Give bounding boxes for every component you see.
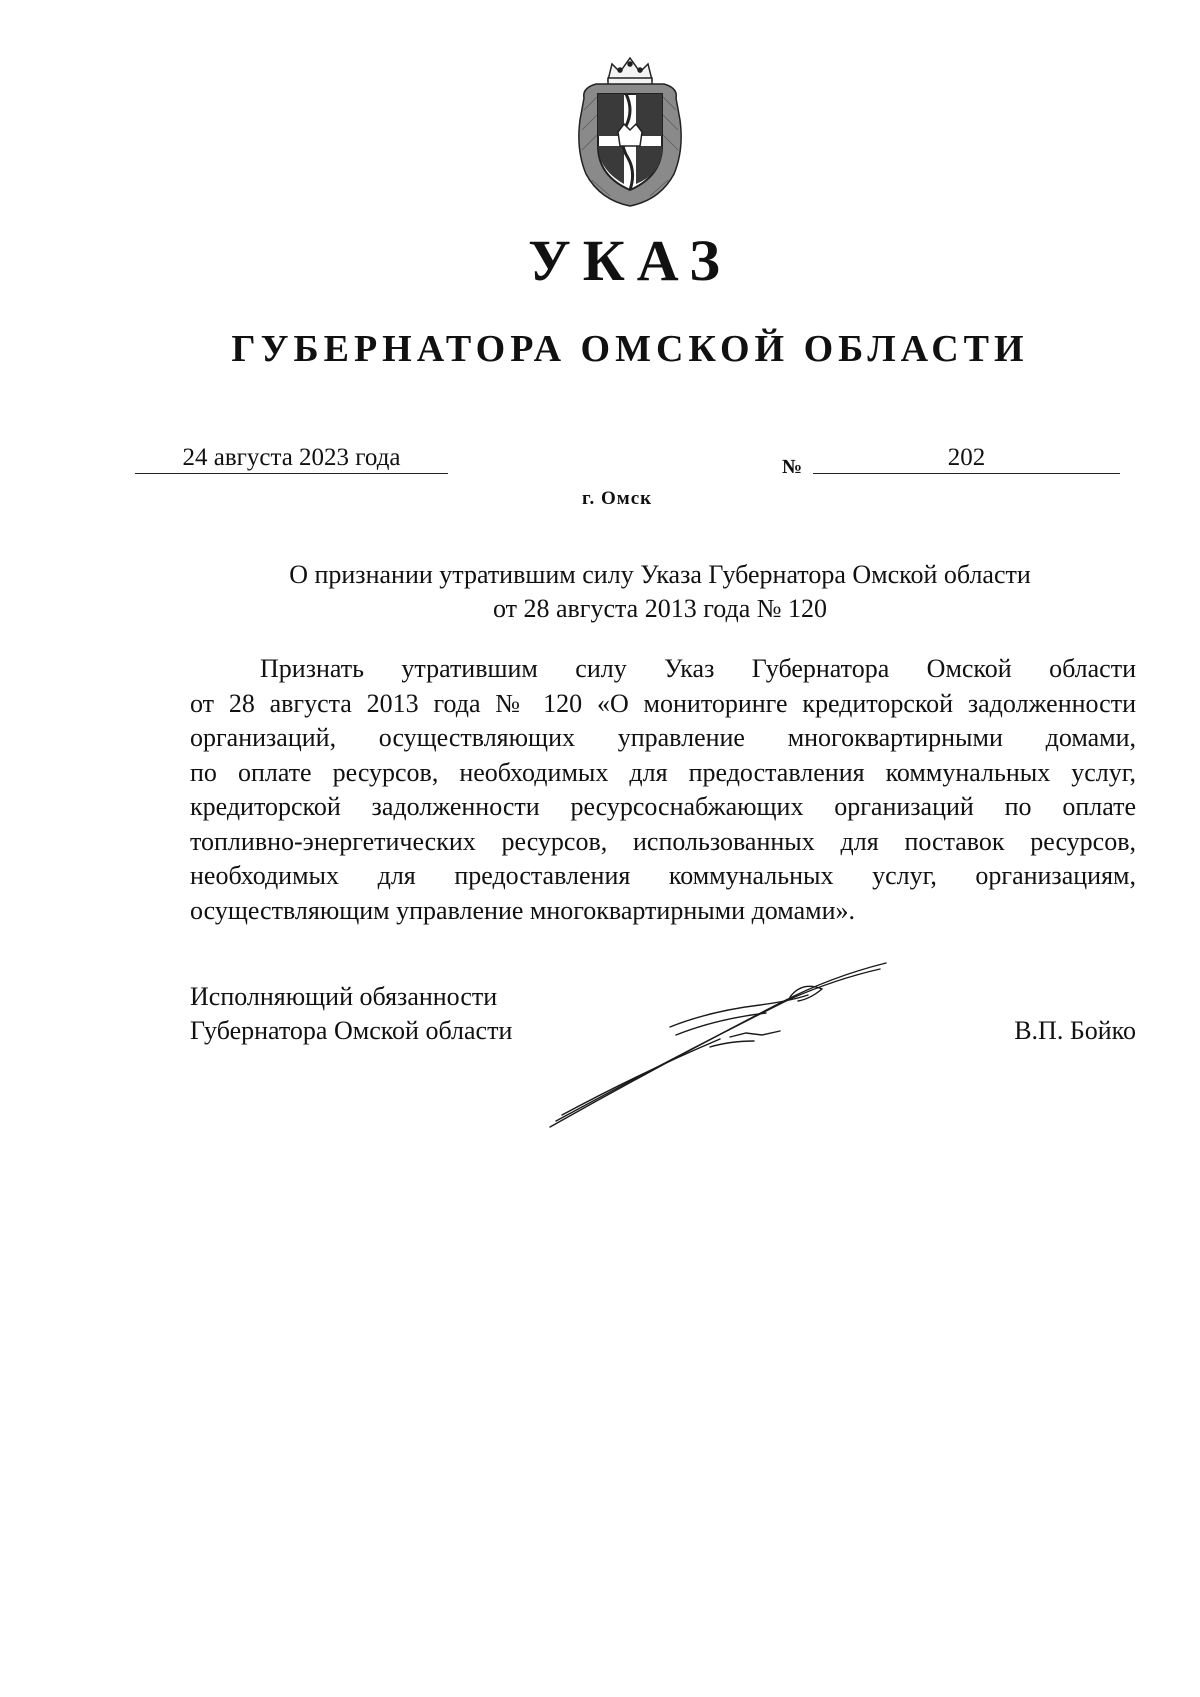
heading-line: О признании утратившим силу Указа Губернатора Омской области: [289, 560, 1031, 589]
body-line: необходимых для предоставления коммунальных услуг, организациям,: [190, 861, 1136, 890]
position-line: Губернатора Омской области: [190, 1016, 513, 1045]
document-title: УКАЗ: [528, 228, 732, 293]
position-line: Исполняющий обязанности: [190, 982, 498, 1011]
decree-number: 202: [813, 444, 1120, 474]
signatory-name: В.П. Бойко: [1014, 1016, 1136, 1045]
city: г. Омск: [582, 488, 653, 509]
decree-body: [190, 652, 1136, 928]
body-line: от 28 августа 2013 года № 120 «О мониторинге кредиторской задолженности: [190, 688, 1136, 718]
signatory-position: [190, 980, 512, 1048]
decree-date: 24 августа 2023 года: [135, 444, 448, 474]
document-subtitle: ГУБЕРНАТОРА ОМСКОЙ ОБЛАСТИ: [231, 328, 1029, 370]
body-line: топливно-энергетических ресурсов, использованных для поставок ресурсов,: [190, 826, 1136, 856]
body-line: кредиторской задолженности ресурсоснабжающих организаций по оплате: [190, 792, 1136, 821]
body-line: Признать утратившим силу Указ Губернатора Омской области: [260, 654, 1136, 683]
decree-heading: [180, 558, 1140, 626]
number-label: №: [782, 456, 803, 478]
body-line: осуществляющим управление многоквартирными домами».: [190, 895, 855, 925]
body-line: по оплате ресурсов, необходимых для предоставления коммунальных услуг,: [190, 757, 1136, 787]
body-line: организаций, осуществляющих управление многоквартирными домами,: [190, 723, 1136, 752]
coat-of-arms-icon: [570, 50, 690, 210]
heading-line: от 28 августа 2013 года № 120: [492, 594, 828, 623]
handwritten-signature: [540, 955, 900, 1135]
